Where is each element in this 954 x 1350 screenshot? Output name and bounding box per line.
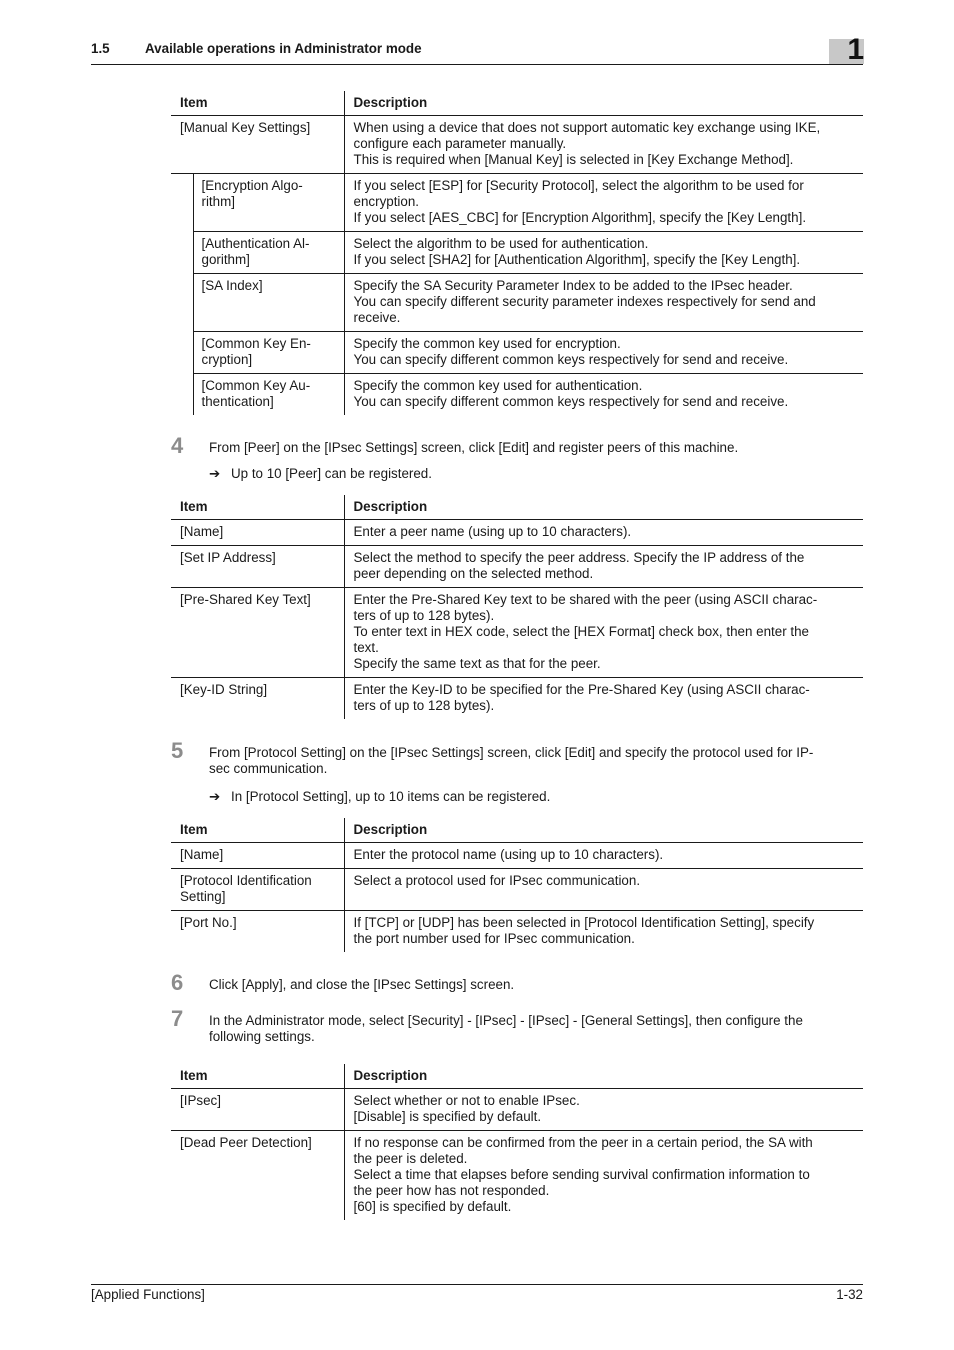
step-6-text: Click [Apply], and close the [IPsec Settings] screen. <box>209 977 515 992</box>
item-cell: [Common Key En- cryption] <box>193 332 344 374</box>
manual-key-settings-table <box>171 91 863 415</box>
table-header-row <box>171 495 863 520</box>
step-number-7: 7 <box>171 1006 184 1031</box>
column-header-description: Description <box>353 822 428 837</box>
footer-book-title: [Applied Functions] <box>91 1287 205 1302</box>
description-cell: Enter the Pre-Shared Key text to be shared with the peer (using ASCII charac- ters of up to 128 bytes). To enter text in HEX code, select the [HEX Format] check box, then enter the text. Specify the same text as that for the peer. <box>353 592 818 671</box>
description-cell: If [TCP] or [UDP] has been selected in [Protocol Identification Setting], specify the port number used for IPsec communication. <box>353 915 815 946</box>
arrow-right-icon: ➔ <box>209 789 221 804</box>
item-cell: [Key-ID String] <box>171 678 344 720</box>
table-row <box>171 116 863 174</box>
item-cell: [Encryption Algo- rithm] <box>193 174 344 232</box>
description-cell: Specify the common key used for authentication. You can specify different common keys respectively for send and receive. <box>353 378 789 409</box>
step-number-4: 4 <box>171 433 184 458</box>
description-cell: Enter a peer name (using up to 10 characters). <box>353 524 632 539</box>
indent-spacer <box>171 174 193 416</box>
table-row <box>171 1089 863 1131</box>
table-header-row <box>171 91 863 116</box>
table-row <box>171 274 863 332</box>
item-cell: [Name] <box>171 520 344 546</box>
table-row <box>171 546 863 588</box>
table-row <box>171 588 863 678</box>
table-row <box>171 843 863 869</box>
table-header-row <box>171 1064 863 1089</box>
step-number-6: 6 <box>171 970 184 995</box>
item-cell: [Dead Peer Detection] <box>171 1131 344 1221</box>
table-row <box>171 911 863 953</box>
protocol-settings-table <box>171 818 863 952</box>
description-cell: If no response can be confirmed from the peer in a certain period, the SA with the peer is deleted. Select a time that elapses before sending survival confirmation information to the peer how has not responded. [60] is specified by default. <box>353 1135 813 1214</box>
item-cell: [SA Index] <box>193 274 344 332</box>
description-cell: When using a device that does not support automatic key exchange using IKE, configure each parameter manually. This is required when [Manual Key] is selected in [Key Exchange Method]. <box>353 120 821 167</box>
description-cell: If you select [ESP] for [Security Protocol], select the algorithm to be used for encryption. If you select [AES_CBC] for [Encryption Algorithm], specify the [Key Length]. <box>353 178 807 225</box>
column-header-item: Item <box>171 818 344 843</box>
page-number: 1-32 <box>836 1287 863 1302</box>
description-cell: Specify the common key used for encryption. You can specify different common keys respectively for send and receive. <box>353 336 789 367</box>
table-row <box>171 520 863 546</box>
section-number: 1.5 <box>91 41 110 56</box>
description-cell: Enter the Key-ID to be specified for the Pre-Shared Key (using ASCII charac- ters of up to 128 bytes). <box>353 682 810 713</box>
step-5-text: From [Protocol Setting] on the [IPsec Settings] screen, click [Edit] and specify the protocol used for IP- sec communication. <box>209 745 814 776</box>
table-row <box>171 232 863 274</box>
chapter-number: 1 <box>847 33 864 66</box>
description-cell: Select whether or not to enable IPsec. [Disable] is specified by default. <box>353 1093 580 1124</box>
item-cell: [IPsec] <box>171 1089 344 1131</box>
column-header-item: Item <box>171 1064 344 1089</box>
table-row <box>171 332 863 374</box>
item-cell: [Common Key Au- thentication] <box>193 374 344 416</box>
item-cell: [Set IP Address] <box>171 546 344 588</box>
table-header-row <box>171 818 863 843</box>
column-header-description: Description <box>353 95 428 110</box>
description-cell: Select a protocol used for IPsec communication. <box>353 873 641 888</box>
description-cell: Enter the protocol name (using up to 10 characters). <box>353 847 664 862</box>
column-header-description: Description <box>353 499 428 514</box>
column-header-description: Description <box>353 1068 428 1083</box>
general-settings-table <box>171 1064 863 1220</box>
step-number-5: 5 <box>171 738 184 763</box>
step-4-text: From [Peer] on the [IPsec Settings] screen, click [Edit] and register peers of this machine. <box>209 440 739 455</box>
column-header-item: Item <box>171 495 344 520</box>
step-4-note: ➔ Up to 10 [Peer] can be registered. <box>209 466 432 481</box>
step-7-text: In the Administrator mode, select [Security] - [IPsec] - [IPsec] - [General Settings], then configure the following settings. <box>209 1013 803 1044</box>
table-row <box>171 1131 863 1221</box>
description-cell: Select the algorithm to be used for authentication. If you select [SHA2] for [Authentication Algorithm], specify the [Key Length]. <box>353 236 801 267</box>
table-row <box>171 869 863 911</box>
item-cell: [Name] <box>171 843 344 869</box>
peer-settings-table <box>171 495 863 719</box>
section-title: Available operations in Administrator mode <box>145 41 422 56</box>
column-header-item: Item <box>171 91 344 116</box>
item-cell: [Manual Key Settings] <box>171 116 344 174</box>
step-5-note: ➔ In [Protocol Setting], up to 10 items can be registered. <box>209 789 551 804</box>
item-cell: [Port No.] <box>171 911 344 953</box>
arrow-right-icon: ➔ <box>209 466 221 481</box>
footer-rule <box>91 1284 863 1285</box>
table-row <box>171 678 863 720</box>
description-cell: Specify the SA Security Parameter Index to be added to the IPsec header. You can specify different security parameter indexes respectively for send and receive. <box>353 278 816 325</box>
table-row <box>171 174 863 232</box>
table-row <box>171 374 863 416</box>
header-rule <box>91 64 863 65</box>
item-cell: [Pre-Shared Key Text] <box>171 588 344 678</box>
description-cell: Select the method to specify the peer address. Specify the IP address of the peer depending on the selected method. <box>353 550 805 581</box>
item-cell: [Protocol Identification Setting] <box>171 869 344 911</box>
item-cell: [Authentication Al- gorithm] <box>193 232 344 274</box>
